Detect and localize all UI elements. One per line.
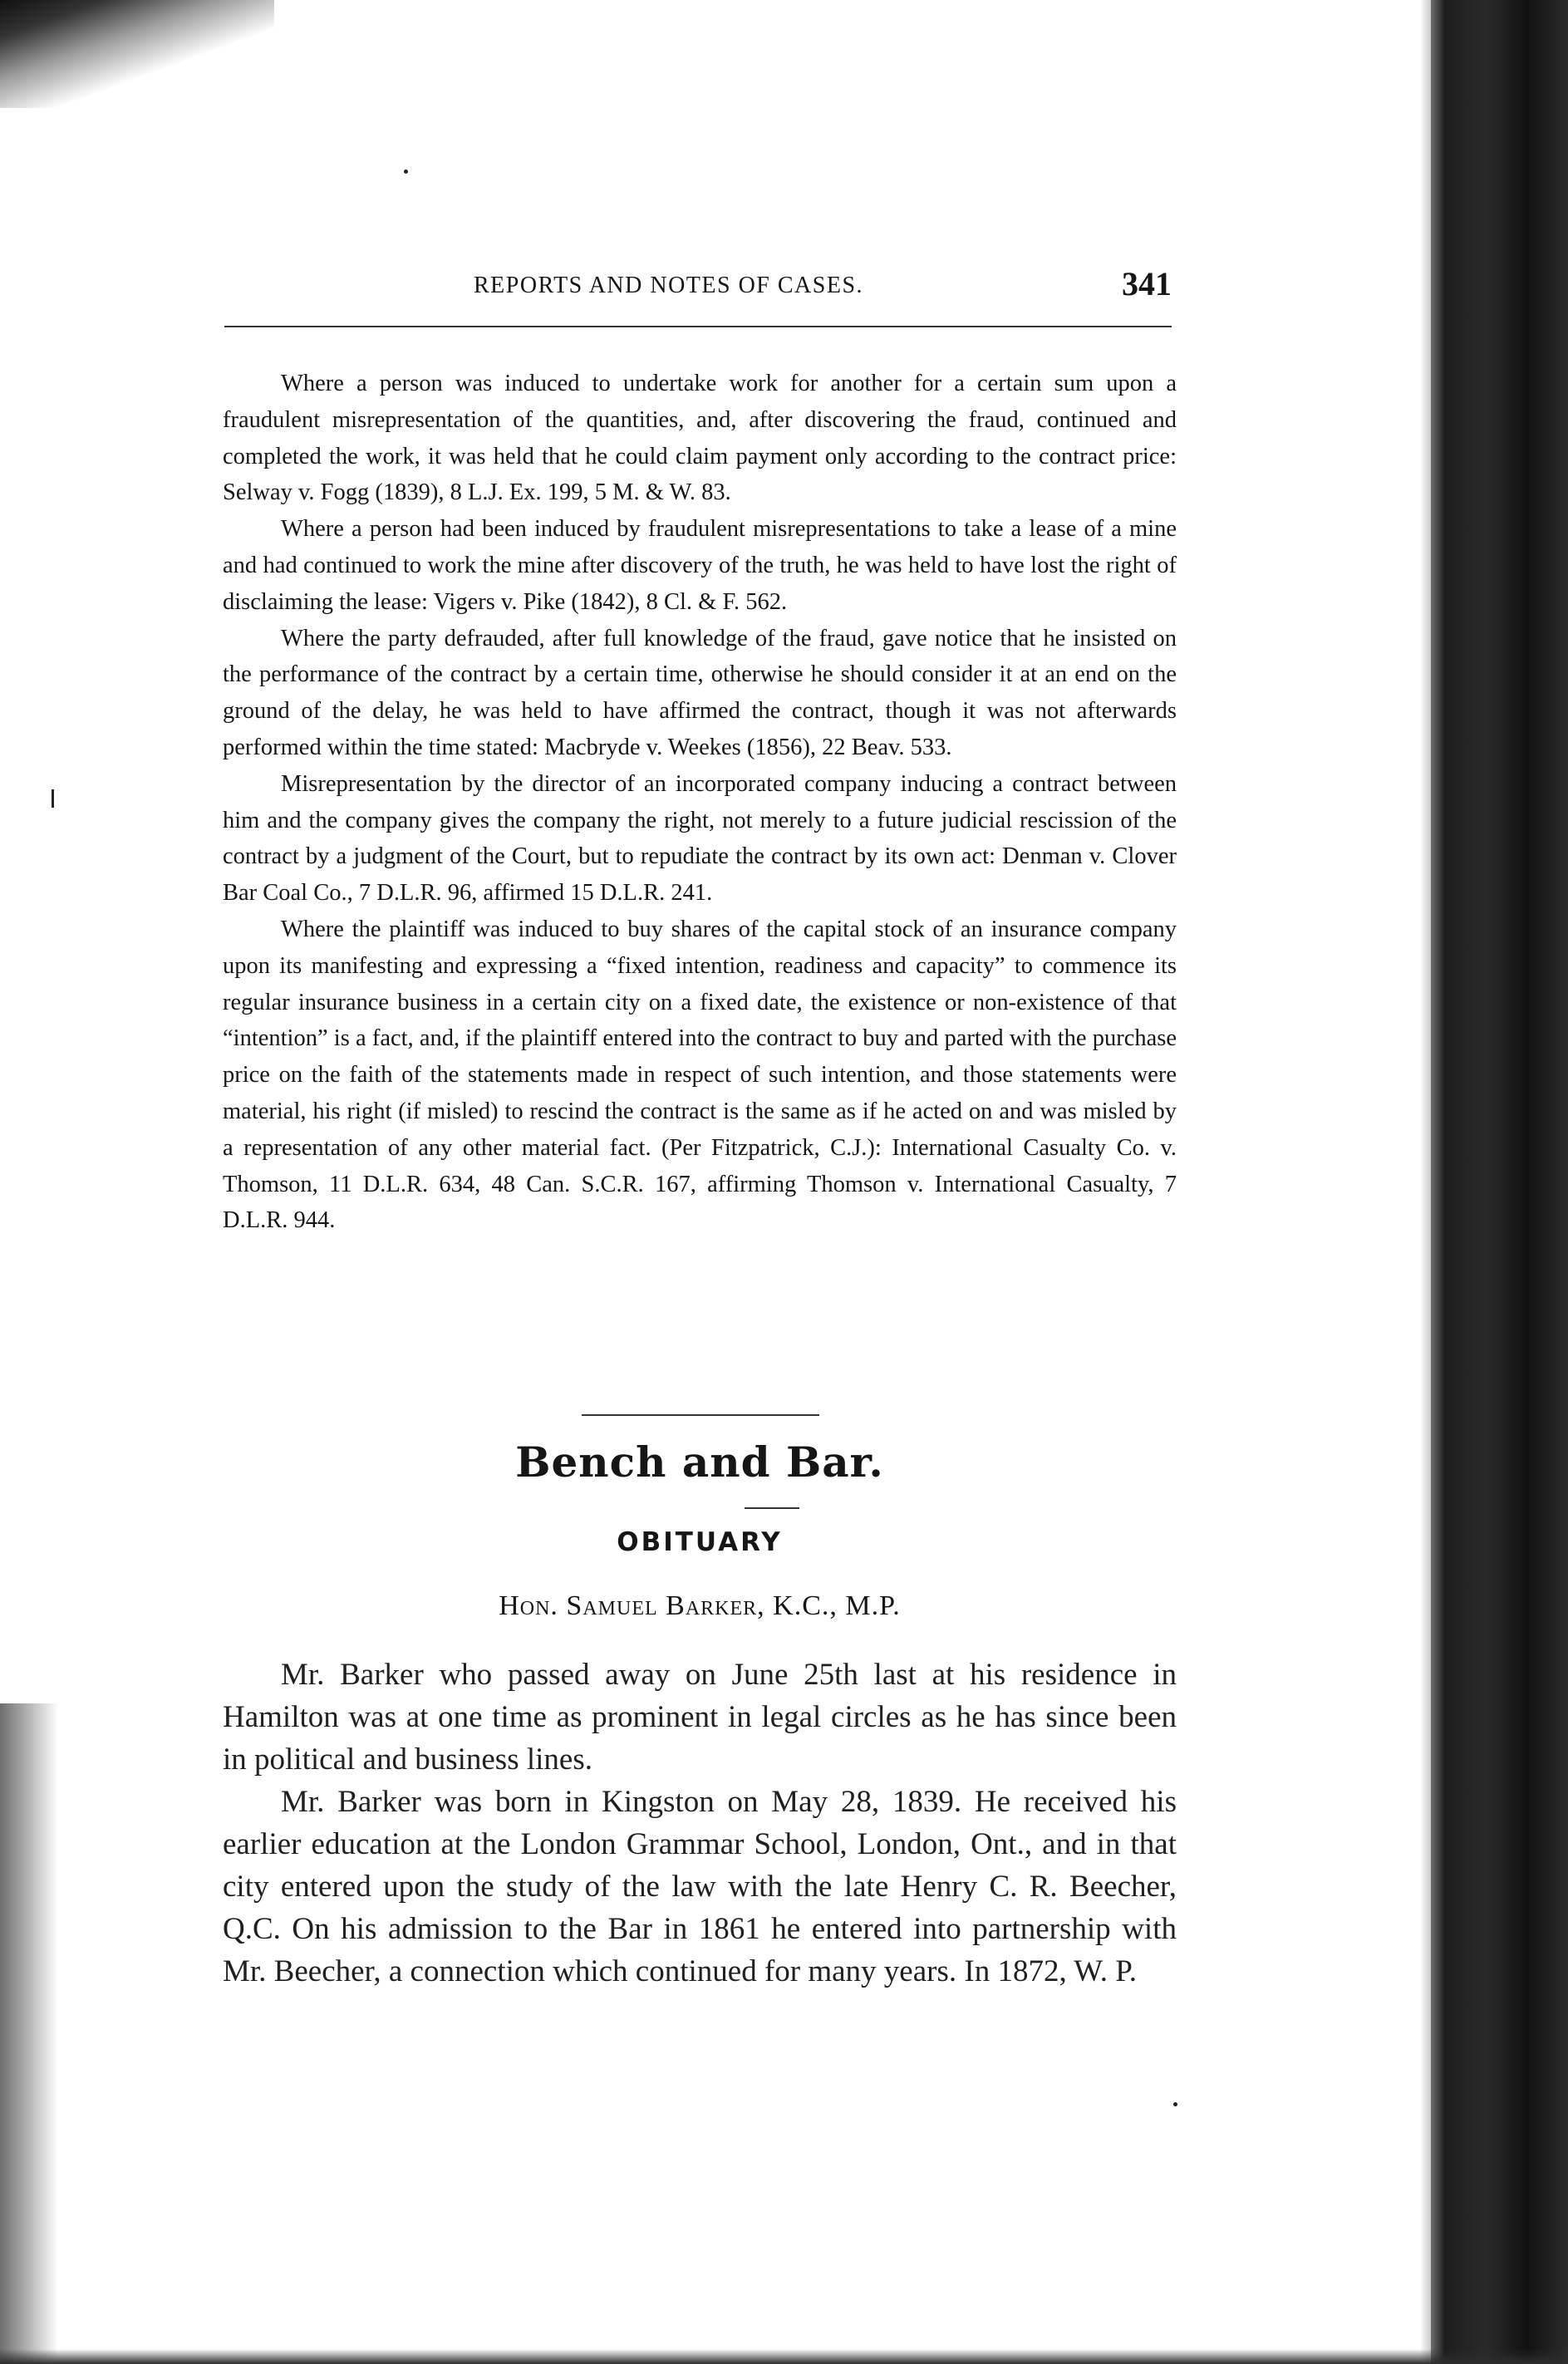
scan-speck (52, 789, 54, 808)
obituary-text (223, 1654, 1177, 1993)
obituary-paragraph: Mr. Barker who passed away on June 25th last at his residence in Hamilton was at one time as prominent in legal circles as he has since been in political and business lines. (223, 1658, 1177, 1777)
case-note: Misrepresentation by the director of an incorporated company inducing a contract between him and the company gives the company the right, not merely to a future judicial rescission of the contract by a judgment of the Court, but to repudiate the contract by its own act: Denman v. Clover Bar Coal Co., 7 D.L.R. 96, affirmed 15 D.L.R. 241. (223, 770, 1177, 907)
running-head (224, 264, 1180, 306)
header-rule (224, 326, 1172, 327)
running-title: REPORTS AND NOTES OF CASES. (474, 273, 864, 298)
scan-speck (404, 170, 408, 174)
case-note: Where the party defrauded, after full knowledge of the fraud, gave notice that he insisted on the performance of the contract by a certain time, otherwise he should consider it at an end on the ground of the delay, he was held to have affirmed the contract, though it was not afterwards performed within the time stated: Macbryde v. Weekes (1856), 22 Beav. 533. (223, 625, 1177, 760)
title-rule (745, 1507, 799, 1509)
section-divider (582, 1414, 819, 1416)
page-number: 341 (1122, 265, 1172, 302)
case-note: Where a person had been induced by fraudulent misrepresentations to take a lease of a mine and had continued to work the mine after discovery of the truth, he was held to have lost the right of disclaiming the lease: Vigers v. Pike (1842), 8 Cl. & F. 562. (223, 516, 1177, 615)
scan-shadow-top-left (0, 0, 274, 108)
scan-binding-edge (1431, 0, 1568, 2364)
scan-shadow-left (0, 1703, 58, 2364)
case-notes (223, 366, 1177, 1239)
obituary-paragraph: Mr. Barker was born in Kingston on May 28, 1839. He received his earlier education at the London Grammar School, London, Ont., and in that city entered upon the study of the law with the late Henry C. R. Beecher, Q.C. On his admission to the Bar in 1861 he entered into partnership with Mr. Beecher, a connection which continued for many years. In 1872, W. P. (223, 1785, 1177, 1988)
obituary-heading: OBITUARY (617, 1527, 783, 1557)
scan-speck (1173, 2102, 1177, 2106)
section-title: Bench and Bar. (515, 1438, 884, 1487)
case-note: Where a person was induced to undertake work for another for a certain sum upon a fraudulent misrepresentation of the quantities, and, after discovering the fraud, continued and completed the work, it was held that he could claim payment only according to the contract price: Selway v. Fogg (1839), 8 L.J. Ex. 199, 5 M. & W. 83. (223, 371, 1177, 506)
obituary-name: Hon. Samuel Barker, K.C., M.P. (499, 1590, 901, 1621)
case-note: Where the plaintiff was induced to buy shares of the capital stock of an insurance company upon its manifesting and expressing a “fixed intention, readiness and capacity” to commence its regular insurance business in a certain city on a fixed date, the existence or non-existence of that “intention” is a fact, and, if the plaintiff entered into the contract to buy and parted with the purchase price on the faith of the statements made in respect of such intention, and those statements were material, his right (if misled) to rescind the contract is the same as if he acted on and was misled by a representation of any other material fact. (Per Fitzpatrick, C.J.): International Casualty Co. v. Thomson, 11 D.L.R. 634, 48 Can. S.C.R. 167, affirming Thomson v. International Casualty, 7 D.L.R. 944. (223, 916, 1177, 1234)
scan-shadow-bottom (0, 2349, 1568, 2364)
